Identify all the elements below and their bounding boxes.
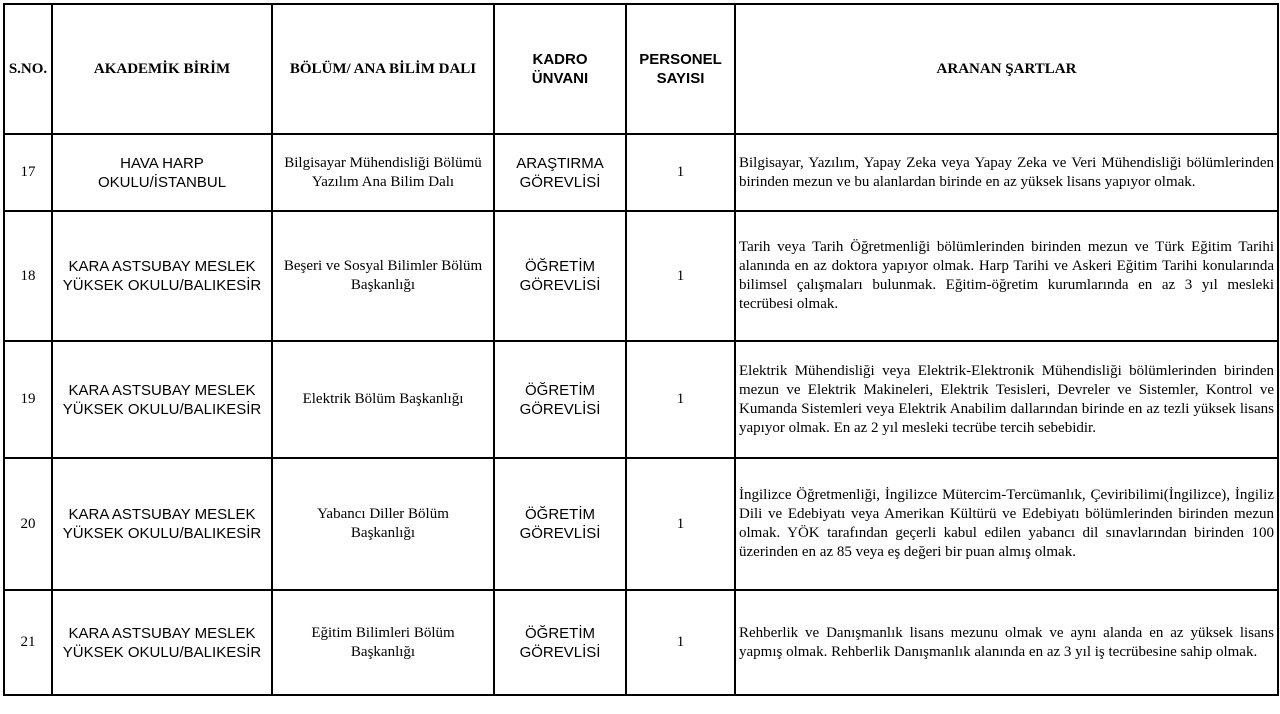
title-line2: GÖREVLİSİ <box>519 173 601 191</box>
header-title-line1: KADRO <box>532 51 588 68</box>
cell-requirements: İngilizce Öğretmenliği, İngilizce Mütercim-Tercümanlık, Çeviribilimi(İngilizce), İngiliz Dili ve Edebiyatı veya Amerikan Kültürü ve Edebiyatı bölümlerinden birinden mezun olmak. YÖK tarafından geçerli kabul edilen yabancı dil sınavlarından birinden 100 üzerinden en az 85 veya eş değeri bir puan almış olmak. <box>735 458 1278 590</box>
department-line2: Yazılım Ana Bilim Dalı <box>311 173 455 190</box>
header-unit-text: AKADEMİK BİRİM <box>93 60 231 77</box>
cell-department <box>272 341 494 458</box>
title-line1: ÖĞRETİM <box>525 381 595 399</box>
department-line1: Yabancı Diller Bölüm <box>317 506 449 522</box>
cell-requirements: Tarih veya Tarih Öğretmenliği bölümlerinden birinden mezun ve Türk Eğitim Tarihi alanında en az doktora yapıyor olmak. Harp Tarihi ve Askeri Eğitim Tarihi konularında bilimsel çalışmaları bulunmak. Eğitim-öğretim kurumlarında en az 3 yıl mesleki tecrübesi olmak. <box>735 211 1278 341</box>
table-row <box>4 211 1278 341</box>
title-line2: GÖREVLİSİ <box>519 643 601 661</box>
cell-unit <box>52 134 272 211</box>
cell-sno: 18 <box>4 211 52 341</box>
cell-title <box>494 211 626 341</box>
table-row <box>4 134 1278 211</box>
cell-title <box>494 341 626 458</box>
header-requirements-text: ARANAN ŞARTLAR <box>936 60 1077 77</box>
cell-requirements: Elektrik Mühendisliği veya Elektrik-Elektronik Mühendisliği bölümlerinden birinden mezun ve Elektrik Makineleri, Elektrik Tesisleri, Devreler ve Sistemler, Kontrol ve Kumanda Sistemleri veya Elektrik Anabilim dallarından birinde en az tezli yüksek lisans yapıyor olmak. En az 2 yıl mesleki tecrübe tercih sebebidir. <box>735 341 1278 458</box>
unit-line1: KARA ASTSUBAY MESLEK <box>68 624 256 642</box>
header-unit <box>52 4 272 134</box>
unit-line2: YÜKSEK OKULU/BALIKESİR <box>62 525 262 542</box>
department-line2: Başkanlığı <box>350 277 416 293</box>
cell-unit <box>52 458 272 590</box>
header-row <box>4 4 1278 134</box>
cell-requirements: Bilgisayar, Yazılım, Yapay Zeka veya Yapay Zeka ve Veri Mühendisliği bölümlerinden birinden mezun ve bu alanlardan birinde en az yüksek lisans yapıyor olmak. <box>735 134 1278 211</box>
cell-count: 1 <box>626 590 735 695</box>
title-line2: GÖREVLİSİ <box>519 400 601 418</box>
unit-line1: HAVA HARP <box>120 154 204 172</box>
cell-unit <box>52 341 272 458</box>
cell-unit <box>52 211 272 341</box>
cell-requirements: Rehberlik ve Danışmanlık lisans mezunu olmak ve aynı alanda en az yüksek lisans yapmış olmak. Rehberlik Danışmanlık alanında en az 3 yıl iş tecrübesine sahip olmak. <box>735 590 1278 695</box>
header-count <box>626 4 735 134</box>
header-title-line2: ÜNVANI <box>531 70 589 87</box>
title-line1: ÖĞRETİM <box>525 258 595 275</box>
header-sno <box>4 4 52 134</box>
department-line2: Başkanlığı <box>350 525 416 541</box>
cell-count: 1 <box>626 341 735 458</box>
cell-unit <box>52 590 272 695</box>
unit-line1: KARA ASTSUBAY MESLEK <box>68 506 256 523</box>
table-row <box>4 590 1278 695</box>
title-line2: GÖREVLİSİ <box>519 525 601 542</box>
unit-line1: KARA ASTSUBAY MESLEK <box>68 258 256 275</box>
cell-sno: 17 <box>4 134 52 211</box>
cell-sno: 19 <box>4 341 52 458</box>
department-line1: Bilgisayar Mühendisliği Bölümü <box>284 154 482 171</box>
cell-department <box>272 134 494 211</box>
cell-department <box>272 590 494 695</box>
cell-sno: 20 <box>4 458 52 590</box>
cell-count: 1 <box>626 211 735 341</box>
unit-line2: YÜKSEK OKULU/BALIKESİR <box>62 400 262 418</box>
title-line1: ÖĞRETİM <box>525 506 595 523</box>
cell-title <box>494 134 626 211</box>
header-title <box>494 4 626 134</box>
cell-department <box>272 458 494 590</box>
header-sno-text: S.NO. <box>8 60 48 77</box>
department-line1: Elektrik Bölüm Başkanlığı <box>302 391 464 407</box>
table-row <box>4 458 1278 590</box>
cell-count: 1 <box>626 134 735 211</box>
title-line2: GÖREVLİSİ <box>519 277 601 294</box>
unit-line2: YÜKSEK OKULU/BALIKESİR <box>62 277 262 294</box>
positions-table <box>3 3 1279 696</box>
header-count-line1: PERSONEL <box>639 51 722 68</box>
header-requirements <box>735 4 1278 134</box>
cell-count: 1 <box>626 458 735 590</box>
header-count-line2: SAYISI <box>656 70 705 87</box>
title-line1: ÖĞRETİM <box>525 624 595 642</box>
department-line1: Eğitim Bilimleri Bölüm <box>311 624 455 641</box>
cell-sno: 21 <box>4 590 52 695</box>
cell-title <box>494 458 626 590</box>
cell-title <box>494 590 626 695</box>
table-row <box>4 341 1278 458</box>
department-line1: Beşeri ve Sosyal Bilimler Bölüm <box>283 258 483 274</box>
unit-line2: YÜKSEK OKULU/BALIKESİR <box>62 643 262 661</box>
department-line2: Başkanlığı <box>350 643 416 660</box>
header-department-text: BÖLÜM/ ANA BİLİM DALI <box>289 60 477 77</box>
cell-department <box>272 211 494 341</box>
unit-line2: OKULU/İSTANBUL <box>97 173 227 191</box>
title-line1: ARAŞTIRMA <box>516 154 604 172</box>
unit-line1: KARA ASTSUBAY MESLEK <box>68 381 256 399</box>
header-department <box>272 4 494 134</box>
